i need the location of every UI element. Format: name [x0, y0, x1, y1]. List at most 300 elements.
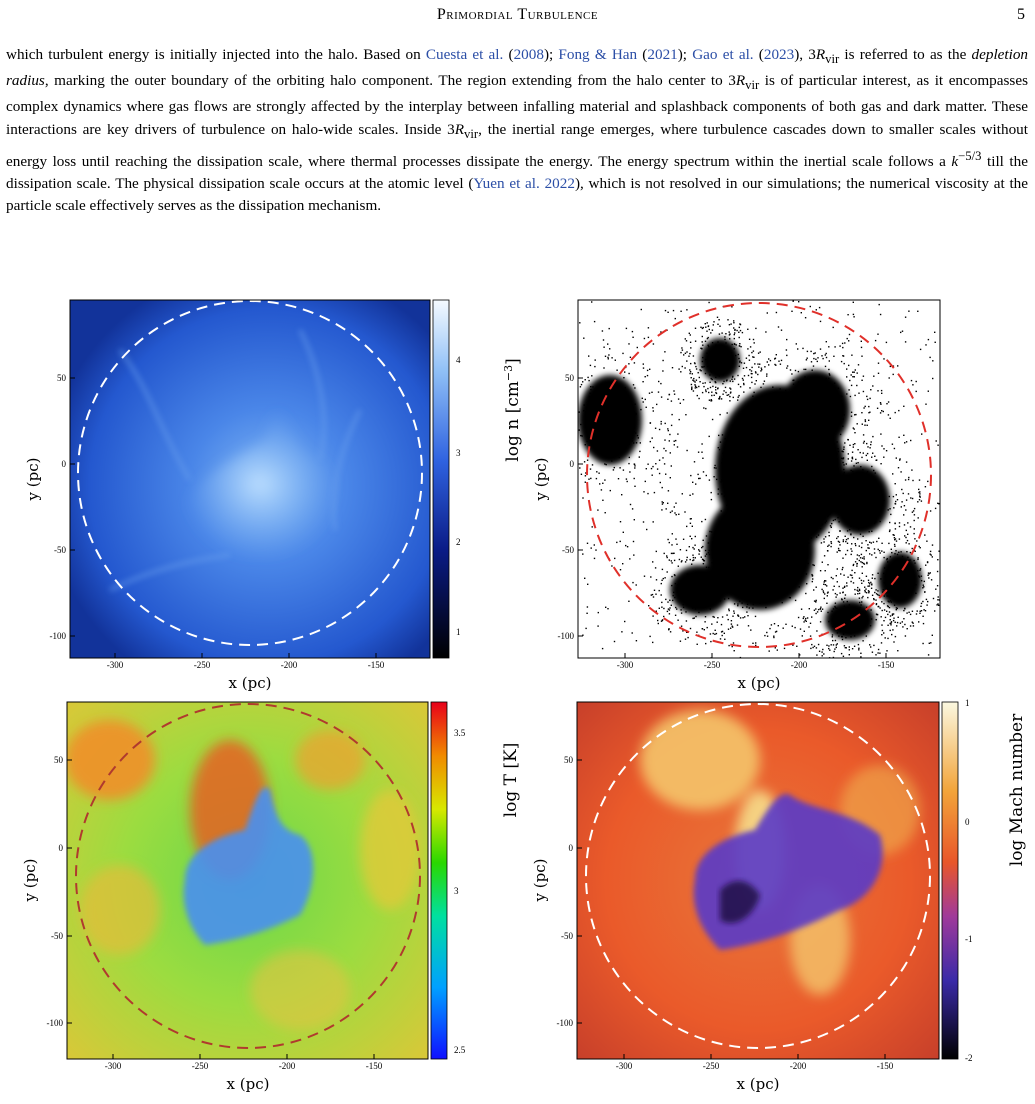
dm-particle [865, 419, 866, 420]
dm-particle [729, 324, 730, 325]
dm-particle [700, 370, 701, 371]
dm-particle [777, 462, 778, 463]
dm-particle [608, 354, 609, 355]
dm-particle [708, 346, 709, 347]
dm-particle [715, 377, 716, 378]
dm-particle [867, 446, 868, 447]
dm-particle [708, 392, 709, 393]
dm-particle [587, 584, 588, 585]
dm-particle [828, 532, 829, 533]
dm-particle [739, 327, 740, 328]
dm-particle [887, 558, 888, 559]
citation-year-link[interactable]: 2023 [763, 46, 795, 63]
dm-particle [674, 512, 675, 513]
dm-particle [586, 418, 587, 419]
dm-particle [786, 355, 787, 356]
dm-particle [751, 382, 752, 383]
dm-particle [736, 470, 737, 471]
symbol-r: R [454, 120, 465, 138]
dm-particle [665, 599, 666, 600]
dm-particle [857, 372, 858, 373]
dm-particle [647, 370, 648, 371]
dm-particle [588, 380, 589, 381]
dm-particle [695, 588, 696, 589]
dm-particle [874, 592, 875, 593]
dm-particle [711, 392, 712, 393]
dm-particle [854, 572, 855, 573]
dm-particle [843, 575, 844, 576]
dm-particle [765, 607, 766, 608]
dm-particle [900, 332, 901, 333]
dm-particle [690, 371, 691, 372]
dm-particle [750, 629, 751, 630]
dm-particle [763, 489, 764, 490]
dm-particle [877, 573, 878, 574]
dm-particle [855, 545, 856, 546]
dm-particle [739, 345, 740, 346]
dm-particle [731, 544, 732, 545]
dm-particle [715, 467, 716, 468]
dm-particle [716, 573, 717, 574]
dm-particle [874, 456, 875, 457]
dm-particle [798, 301, 799, 302]
dm-particle [762, 492, 763, 493]
dm-particle [763, 557, 764, 558]
dm-particle [671, 576, 672, 577]
dm-particle [731, 581, 732, 582]
dm-particle [835, 596, 836, 597]
dm-particle [581, 384, 582, 385]
dm-particle [716, 538, 717, 539]
dm-particle [808, 475, 809, 476]
dm-particle [590, 386, 591, 387]
dm-particle [715, 541, 716, 542]
dm-particle [875, 521, 876, 522]
dm-particle [852, 577, 853, 578]
dm-particle [843, 469, 844, 470]
dm-particle [656, 404, 657, 405]
dm-particle [761, 467, 762, 468]
citation-year-link[interactable]: 2021 [647, 46, 678, 63]
dm-particle [687, 594, 688, 595]
dm-particle [857, 593, 858, 594]
dm-particle [868, 507, 869, 508]
dm-particle [887, 561, 888, 562]
dm-particle [849, 654, 850, 655]
dm-particle [835, 640, 836, 641]
dm-particle [766, 632, 767, 633]
dm-particle [589, 396, 590, 397]
citation-link[interactable]: Fong & Han [558, 46, 638, 63]
dm-particle [913, 560, 914, 561]
dm-particle [586, 613, 587, 614]
dm-particle [742, 558, 743, 559]
dm-particle [733, 610, 734, 611]
dm-particle [845, 554, 846, 555]
dm-particle [579, 322, 580, 323]
dm-particle [723, 541, 724, 542]
dm-particle [812, 647, 813, 648]
dm-particle [926, 541, 927, 542]
dm-particle [792, 542, 793, 543]
dm-particle [726, 544, 727, 545]
dm-particle [739, 529, 740, 530]
dm-particle [821, 542, 822, 543]
panel-dark-matter [532, 300, 941, 692]
dm-particle [906, 441, 907, 442]
dm-particle [662, 457, 663, 458]
y-tick-label: 0 [61, 459, 66, 469]
dm-particle [728, 355, 729, 356]
dm-particle [700, 598, 701, 599]
text-run: till the dissipation scale. The physical dissipation scale occurs at the atomic level ( [6, 152, 1028, 193]
dm-particle [859, 555, 860, 556]
dm-particle [862, 510, 863, 511]
x-tick-label: -200 [790, 660, 808, 670]
citation-link[interactable]: Cuesta et al. [425, 46, 504, 63]
dm-particle [765, 420, 766, 421]
dm-particle [634, 465, 635, 466]
running-title: Primordial Turbulence [436, 6, 599, 23]
dm-particle [764, 366, 765, 367]
dm-particle [731, 539, 732, 540]
dm-particle [899, 590, 900, 591]
dm-particle [928, 339, 929, 340]
dm-particle [890, 600, 891, 601]
dm-particle [801, 312, 802, 313]
dm-particle [731, 352, 732, 353]
colorbar-temperature [431, 702, 447, 1059]
dm-particle [903, 493, 904, 494]
dm-particle [855, 561, 856, 562]
dm-particle [694, 381, 695, 382]
dm-particle [775, 414, 776, 415]
dm-particle [720, 591, 721, 592]
dm-particle [880, 314, 881, 315]
dm-particle [836, 644, 837, 645]
dm-particle [643, 363, 644, 364]
dm-particle [756, 527, 757, 528]
dm-particle [778, 451, 779, 452]
dm-particle [893, 641, 894, 642]
dm-particle [747, 348, 748, 349]
dm-particle [838, 635, 839, 636]
dm-particle [783, 588, 784, 589]
dm-particle [889, 607, 890, 608]
dm-particle [671, 425, 672, 426]
dm-particle [661, 509, 662, 510]
dm-particle [816, 309, 817, 310]
dm-particle [915, 551, 916, 552]
dm-particle [590, 468, 591, 469]
dm-particle [860, 452, 861, 453]
dm-particle [755, 418, 756, 419]
dm-particle [721, 631, 722, 632]
dm-particle [723, 583, 724, 584]
dm-particle [778, 361, 779, 362]
dm-particle [774, 364, 775, 365]
dm-particle [784, 400, 785, 401]
dm-particle [753, 392, 754, 393]
dm-particle [860, 524, 861, 525]
symbol-r: R [735, 72, 746, 90]
dm-particle [810, 516, 811, 517]
dm-particle [866, 635, 867, 636]
dm-particle [853, 444, 854, 445]
dm-particle [932, 544, 933, 545]
dm-particle [676, 608, 677, 609]
dm-particle [758, 601, 759, 602]
dm-particle [791, 311, 792, 312]
dm-particle [734, 378, 735, 379]
dm-particle [665, 450, 666, 451]
dm-particle [893, 618, 894, 619]
dm-particle [678, 398, 679, 399]
dm-particle [726, 505, 727, 506]
dm-particle [759, 522, 760, 523]
dm-particle [611, 357, 612, 358]
dm-particle [734, 329, 735, 330]
dm-particle [677, 592, 678, 593]
dm-particle [899, 571, 900, 572]
dm-particle [689, 353, 690, 354]
dm-particle [925, 565, 926, 566]
dm-particle [672, 600, 673, 601]
dm-particle [602, 483, 603, 484]
dm-particle [752, 643, 753, 644]
dm-particle [894, 605, 895, 606]
dm-particle [722, 635, 723, 636]
dm-particle [912, 512, 913, 513]
dm-particle [840, 500, 841, 501]
dm-particle [870, 389, 871, 390]
colorbar-mach-label: log Mach number [1007, 713, 1027, 867]
dm-particle [798, 617, 799, 618]
dm-particle [652, 437, 653, 438]
dm-particle [621, 411, 622, 412]
dm-particle [864, 587, 865, 588]
x-tick-label: -250 [702, 1061, 720, 1071]
dm-particle [758, 562, 759, 563]
dm-particle [927, 601, 928, 602]
dm-particle [764, 470, 765, 471]
dm-particle [650, 422, 651, 423]
dm-particle [826, 645, 827, 646]
dm-particle [808, 529, 809, 530]
dm-particle [830, 541, 831, 542]
dm-particle [904, 595, 905, 596]
dm-particle [859, 602, 860, 603]
dm-particle [844, 342, 845, 343]
dm-particle [646, 529, 647, 530]
dm-particle [850, 396, 851, 397]
dm-particle [890, 514, 891, 515]
dm-particle [874, 552, 875, 553]
dm-particle [714, 634, 715, 635]
dm-particle [743, 410, 744, 411]
dm-particle [592, 464, 593, 465]
dm-particle [640, 442, 641, 443]
dm-particle [856, 628, 857, 629]
dm-particle [905, 479, 906, 480]
dm-particle [850, 574, 851, 575]
dm-particle [644, 576, 645, 577]
dm-particle [890, 556, 891, 557]
dm-particle [738, 531, 739, 532]
dm-particle [841, 653, 842, 654]
dm-particle [813, 358, 814, 359]
dm-particle [715, 387, 716, 388]
dm-particle [732, 616, 733, 617]
dm-particle [793, 384, 794, 385]
dm-particle [852, 610, 853, 611]
dm-particle [928, 572, 929, 573]
cbar-tick-label: 0 [965, 817, 970, 827]
dm-particle [718, 549, 719, 550]
dm-particle [841, 599, 842, 600]
dm-particle [902, 556, 903, 557]
dm-particle [800, 384, 801, 385]
dm-particle [851, 570, 852, 571]
dm-particle [759, 440, 760, 441]
dm-particle [862, 536, 863, 537]
dm-particle [623, 532, 624, 533]
dm-particle [812, 578, 813, 579]
dm-particle [781, 433, 782, 434]
dm-particle [775, 647, 776, 648]
dm-particle [888, 509, 889, 510]
dm-particle [680, 371, 681, 372]
dm-particle [842, 592, 843, 593]
dm-particle [895, 503, 896, 504]
dm-particle [824, 580, 825, 581]
dm-particle [686, 450, 687, 451]
dm-particle [701, 452, 702, 453]
dm-particle [789, 394, 790, 395]
dm-particle [854, 635, 855, 636]
dm-particle [757, 478, 758, 479]
dm-particle [729, 333, 730, 334]
dm-particle [906, 499, 907, 500]
x-tick-label: -250 [193, 660, 211, 670]
dm-particle [865, 540, 866, 541]
dm-particle [632, 438, 633, 439]
dm-particle [686, 559, 687, 560]
dm-particle [853, 608, 854, 609]
dm-particle [584, 461, 585, 462]
dm-particle [866, 576, 867, 577]
dm-particle [628, 463, 629, 464]
dm-particle [903, 581, 904, 582]
dm-particle [803, 561, 804, 562]
dm-particle [912, 548, 913, 549]
dm-particle [852, 457, 853, 458]
dm-particle [582, 497, 583, 498]
dm-particle [851, 385, 852, 386]
dm-particle [744, 583, 745, 584]
x-axis-label: x (pc) [736, 1075, 780, 1093]
dm-particle [837, 581, 838, 582]
dm-particle [590, 365, 591, 366]
dm-particle [806, 359, 807, 360]
dm-particle [892, 473, 893, 474]
citation-link[interactable]: Gao et al. [692, 46, 754, 63]
citation-year-link[interactable]: 2008 [513, 46, 544, 63]
dm-particle [692, 607, 693, 608]
dm-particle [722, 555, 723, 556]
dm-particle [861, 347, 862, 348]
dm-particle [719, 356, 720, 357]
cbar-tick-label: 2 [456, 537, 461, 547]
dm-particle [611, 442, 612, 443]
dm-particle [752, 356, 753, 357]
dm-particle [833, 356, 834, 357]
dm-particle [821, 589, 822, 590]
dm-particle [829, 425, 830, 426]
citation-link[interactable]: Yuen et al. 2022 [473, 175, 575, 193]
dm-particle [611, 460, 612, 461]
dm-particle [836, 393, 837, 394]
dm-particle [690, 342, 691, 343]
dm-particle [810, 494, 811, 495]
dm-particle [594, 438, 595, 439]
dm-particle [685, 338, 686, 339]
dm-particle [914, 538, 915, 539]
dm-particle [902, 560, 903, 561]
dm-particle [721, 372, 722, 373]
dm-particle [796, 506, 797, 507]
dm-particle [815, 352, 816, 353]
dm-particle [758, 553, 759, 554]
dm-particle [714, 362, 715, 363]
dm-particle [707, 579, 708, 580]
dm-particle [660, 383, 661, 384]
dm-particle [623, 377, 624, 378]
dm-particle [632, 440, 633, 441]
dm-particle [903, 618, 904, 619]
dm-particle [912, 498, 913, 499]
dm-particle [722, 355, 723, 356]
dm-particle [749, 339, 750, 340]
dm-particle [815, 452, 816, 453]
dm-particle [736, 577, 737, 578]
dm-particle [859, 494, 860, 495]
dm-particle [612, 434, 613, 435]
dm-particle [831, 577, 832, 578]
dm-particle [797, 543, 798, 544]
dm-particle [706, 535, 707, 536]
dm-particle [680, 583, 681, 584]
dm-particle [792, 626, 793, 627]
dm-particle [854, 432, 855, 433]
dm-particle [842, 567, 843, 568]
dm-particle [788, 428, 789, 429]
dm-particle [674, 506, 675, 507]
dm-particle [718, 363, 719, 364]
dm-particle [842, 588, 843, 589]
dm-particle [880, 552, 881, 553]
dm-particle [825, 458, 826, 459]
dm-particle [861, 412, 862, 413]
dm-particle [667, 557, 668, 558]
dm-particle [820, 608, 821, 609]
dm-particle [828, 645, 829, 646]
dm-particle [742, 617, 743, 618]
dm-particle [759, 528, 760, 529]
dm-particle [686, 340, 687, 341]
dm-particle [679, 419, 680, 420]
dm-particle [875, 479, 876, 480]
